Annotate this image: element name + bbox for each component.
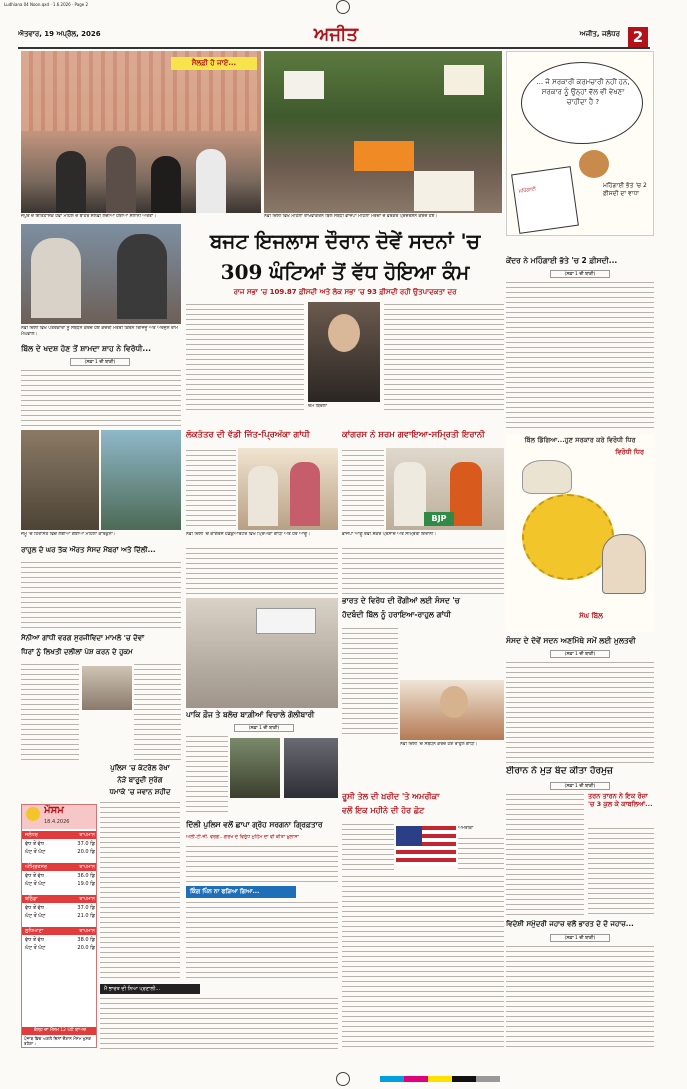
cartoon-right-label-top: ਵਿਰੋਧੀ ਧਿਰ bbox=[615, 448, 644, 456]
ambulance-photo bbox=[186, 598, 338, 708]
protest-caption: ਨਵੀਂ ਦਿੱਲੀ ਵਿਖੇ ਮਹਿਲਾ ਰਾਖਵਾਂਕਰਨ ਬਿੱਲ ਸਬੰਧੀ ਭਾਜਪਾ ਮਹਿਲਾ ਮੋਰਚਾ ਦੇ ਵਰਕਰ ਪ੍ਰਦਰਸ਼ਨ ਕਰਦੇ ਹੋਏ। bbox=[264, 214, 438, 219]
cartoon-head bbox=[579, 150, 609, 178]
weather-min-label: ਘੱਟ ਤੋਂ ਘੱਟ bbox=[25, 945, 46, 951]
us-flag bbox=[396, 826, 456, 866]
rahul-photo bbox=[400, 680, 504, 740]
iran-body bbox=[506, 792, 584, 918]
cartoon-right-title: ਬਿੱਲ ਡਿੱਗਿਆ...ਹੁਣ ਸਰਕਾਰ ਕਰੇ ਵਿਰੋਧੀ ਧਿਰ bbox=[524, 436, 636, 444]
iran-side-headline: ਤਰਨ ਤਾਰਨ ਨੇ ਇਕ ਰੋਜ਼ਾ 'ਚ 3 ਕੁਲ ਕੇ ਕਾਬਲਿਆਂ... bbox=[588, 792, 653, 808]
weather-city-name: ਲੁਧਿਆਣਾ bbox=[25, 928, 44, 934]
cartoon-speech: ... ਜੋ ਸਰਕਾਰੀ ਕਰਮਚਾਰੀ ਨਹੀਂ ਹਨ, ਸਰਕਾਰ ਨੂੰ ਉਨ੍ਹਾਂ ਵੱਲ ਵੀ ਵੇਖਣਾ ਚਾਹੀਦਾ ਹੈ ? bbox=[536, 78, 630, 106]
ministers-photo bbox=[21, 224, 181, 324]
delhi-police-badge: ਕਿੰਗ ਪਿੰਨ ਨਾ ਫੜਿਆ ਗਿਆ... bbox=[186, 886, 296, 898]
lead-subhead: ਰਾਜ ਸਭਾ 'ਚ 109.87 ਫ਼ੀਸਦੀ ਅਤੇ ਲੋਕ ਸਭਾ 'ਚ 93 ਫ਼ੀਸਦੀ ਰਹੀ ਉਤਪਾਦਕਤਾ ਦਰ bbox=[233, 288, 457, 296]
person-figure bbox=[248, 466, 278, 526]
weather-min-label: ਘੱਟ ਤੋਂ ਘੱਟ bbox=[25, 849, 46, 855]
person-figure bbox=[450, 462, 482, 526]
selfie-caption: ਜੈਪੁਰ ਦੇ ਇਤਿਹਾਸਕ ਹਵਾ ਮਹਿਲ ਦੇ ਬਾਹਰ ਸੈਲਫ਼ੀ ਲੈਂਦੀਆਂ ਹੋਈਆਂ ਸੈਲਾਨੀ ਔਰਤਾਂ। bbox=[21, 214, 157, 219]
weather-city-name: ਜਲੰਧਰ bbox=[25, 832, 38, 838]
delhi-police-headline: ਦਿੱਲੀ ਪੁਲਿਸ ਵਲੋਂ ਛਾਪਾ ਗ੍ਰੋਹ ਸਰਗਨਾ ਗ੍ਰਿਫ਼ਤਾਰ bbox=[186, 820, 323, 829]
header-date: ਐਤਵਾਰ, 19 ਅਪ੍ਰੈਲ, 2026 bbox=[18, 30, 101, 38]
sun-icon bbox=[26, 807, 40, 821]
women-body bbox=[21, 560, 181, 630]
placard bbox=[284, 71, 324, 99]
detained-photo-2 bbox=[101, 430, 181, 530]
cartoon-right bbox=[506, 434, 654, 632]
congress-photo bbox=[238, 448, 338, 530]
parliament-tag: (ਸਫ਼ਾ 1 ਦੀ ਬਾਕੀ) bbox=[550, 650, 610, 658]
bjp-photo bbox=[386, 448, 504, 530]
oil-body-2 bbox=[458, 836, 504, 872]
da-headline: ਕੇਂਦਰ ਨੇ ਮਹਿੰਗਾਈ ਭੱਤੇ 'ਚ 2 ਫ਼ੀਸਦੀ... bbox=[506, 256, 618, 265]
rahul-caption: ਨਵੀਂ ਦਿੱਲੀ 'ਚ ਸੰਬੋਧਨ ਕਰਦੇ ਹੋਏ ਰਾਹੁਲ ਗਾਂਧੀ। bbox=[400, 742, 478, 747]
selfie-photo bbox=[21, 51, 261, 213]
lead-headline-line1: ਬਜਟ ਇਜਲਾਸ ਦੌਰਾਨ ਦੋਵੇਂ ਸਦਨਾਂ 'ਚ bbox=[209, 229, 481, 253]
women-caption: ਜੰਮੂ 'ਚ ਹਿਰਾਸਤ ਵਿਚ ਲਈਆਂ ਗਈਆਂ ਮਹਿਲਾ ਕਾਰਕੁੰਨਾਂ। bbox=[21, 532, 116, 537]
cartoon-figure bbox=[522, 460, 572, 494]
congress-headline: ਲੋਕਤੰਤਰ ਦੀ ਵੱਡੀ ਜਿੱਤ-ਪ੍ਰਿਅੰਕਾ ਗਾਂਧੀ bbox=[186, 430, 310, 440]
congress-body-2 bbox=[186, 546, 338, 594]
placard bbox=[444, 65, 484, 95]
delhi-police-subhead: ਅਲੀ.ਟੀ.ਜੀ. ਵਰਗ...ਗੋਰਖ ਦੇ ਵਿਰੁੱਧ ਮੁਹਿੰਮ ਦਾ ਵੀ ਕੀਤਾ ਖ਼ੁਲਾਸਾ bbox=[186, 835, 299, 840]
weather-footer-band: ਕੱਲ੍ਹ ਦਾ ਮੌਸਮ 12 ਘੰਟੇ ਬਾਅਦ bbox=[22, 1027, 97, 1035]
registration-mark bbox=[336, 0, 350, 14]
vessel-body bbox=[506, 944, 654, 1050]
da-tag: (ਸਫ਼ਾ 1 ਦੀ ਬਾਕੀ) bbox=[550, 270, 610, 278]
weather-header bbox=[22, 805, 97, 829]
rahul-headline-line2: ਹੱਦਬੰਦੀ ਬਿੱਲ ਨੂੰ ਹਰਾਇਆ-ਰਾਹੁਲ ਗਾਂਧੀ bbox=[342, 610, 451, 619]
minister-figure bbox=[31, 238, 81, 318]
registration-mark bbox=[336, 1072, 350, 1086]
note-band: ਮੈਂ ਭਾਰਤ ਦੀ ਨਿਆ ਪ੍ਰਣਾਲੀ... bbox=[100, 984, 200, 994]
weather-max-label: ਵੱਧ ਤੋਂ ਵੱਧ bbox=[25, 905, 44, 911]
saffron-cloth bbox=[354, 141, 414, 171]
burst-shape bbox=[522, 494, 614, 580]
sonia-photo bbox=[82, 666, 132, 710]
oil-headline-line2: ਵਲੋਂ ਇਕ ਮਹੀਨੇ ਦੀ ਹੋਰ ਛੋਟ bbox=[342, 806, 425, 815]
masthead: ਅਜੀਤ bbox=[313, 24, 359, 45]
landmine-headline-1: ਪੁਲਿਸ 'ਚ ਕੰਟਰੋਲ ਰੇਖਾ bbox=[110, 764, 170, 772]
person-figure bbox=[56, 151, 86, 213]
weather-date: 18.4.2026 bbox=[44, 819, 70, 825]
ambulance bbox=[256, 608, 316, 634]
weather-note: ਪੰਜਾਬ ਵਿਚ ਅਗਲੇ ਦਿਨਾਂ ਦੌਰਾਨ ਮੌਸਮ ਖੁਸ਼ਕ ਰਹੇਗਾ। bbox=[24, 1036, 92, 1046]
minister-figure bbox=[117, 234, 167, 319]
cartoon-figure bbox=[602, 534, 646, 594]
bjp-headline: ਕਾਂਗਰਸ ਨੇ ਸ਼ਰਮ ਗਵਾਇਆ-ਸਮ੍ਰਿਤੀ ਇਰਾਨੀ bbox=[342, 430, 485, 440]
delhi-police-body bbox=[186, 844, 338, 884]
weather-box bbox=[21, 804, 97, 1048]
cartoon-panel bbox=[506, 51, 654, 236]
header-city: ਅਜੀਤ, ਜਲੰਧਰ bbox=[579, 30, 620, 38]
sonia-headline-line1: ਸੋਨੀਆ ਗਾਂਧੀ ਵਰਗ ਸੁਰਜੀਵਿਦਾ ਮਾਮਲੇ 'ਚ ਦੋਵਾਂ bbox=[21, 634, 145, 642]
lead-body-col bbox=[384, 302, 504, 414]
soldier-photo-2 bbox=[284, 738, 338, 798]
person-figure bbox=[151, 156, 181, 213]
placard bbox=[414, 171, 474, 211]
cartoon-newspaper bbox=[511, 166, 579, 234]
soldier-photo-1 bbox=[230, 738, 280, 798]
delhi-police-body-2 bbox=[186, 900, 338, 982]
person-figure bbox=[290, 462, 320, 526]
weather-table bbox=[22, 831, 97, 991]
bill-body bbox=[21, 368, 181, 428]
lead-photo-caption: ਓਮ ਬਿਰਲਾ bbox=[308, 404, 327, 409]
bill-tag: (ਸਫ਼ਾ 1 ਦੀ ਬਾਕੀ) bbox=[70, 358, 130, 366]
pakistan-body bbox=[186, 734, 228, 814]
weather-min-label: ਘੱਟ ਤੋਂ ਘੱਟ bbox=[25, 881, 46, 887]
iran-tag: (ਸਫ਼ਾ 1 ਦੀ ਬਾਕੀ) bbox=[550, 782, 610, 790]
face bbox=[328, 314, 360, 352]
sonia-body-2 bbox=[134, 662, 181, 762]
weather-max: 38.0 ਡਿ bbox=[77, 937, 95, 943]
weather-min: 19.0 ਡਿ bbox=[77, 881, 95, 887]
oil-body bbox=[342, 822, 394, 872]
bjp-body-2 bbox=[342, 546, 504, 594]
weather-max-label: ਵੱਧ ਤੋਂ ਵੱਧ bbox=[25, 873, 44, 879]
weather-col-label: ਤਾਪਮਾਨ bbox=[79, 928, 95, 934]
landmine-body bbox=[100, 800, 180, 980]
pakistan-headline: ਪਾਕਿ ਫ਼ੌਜ ਤੇ ਬਲੋਚ ਬਾਗ਼ੀਆਂ ਵਿਚਾਲੇ ਗੋਲੀਬਾਰੀ bbox=[186, 710, 315, 719]
page-number: 2 bbox=[628, 27, 648, 47]
selfie-overlay-label: ਸੈਲਫ਼ੀ ਹੋ ਜਾਏ... bbox=[171, 57, 257, 70]
weather-city-name: ਬਠਿੰਡਾ bbox=[25, 896, 38, 902]
bjp-body bbox=[342, 448, 384, 528]
detained-photo-1 bbox=[21, 430, 99, 530]
rahul-headline-line1: ਭਾਰਤ ਦੇ ਵਿਰੋਧ ਦੀ ਰੌਂਗੀਆਂ ਲਈ ਸੰਸਦ 'ਚ bbox=[342, 596, 460, 605]
person-figure bbox=[106, 146, 136, 213]
oil-body-3 bbox=[342, 874, 504, 1050]
oil-headline-line1: ਰੂਸੀ ਤੇਲ ਦੀ ਖ਼ਰੀਦ 'ਤੇ ਅਮਰੀਕਾ bbox=[342, 792, 440, 801]
weather-min: 20.0 ਡਿ bbox=[77, 945, 95, 951]
iran-side-body bbox=[588, 826, 654, 918]
vessel-headline: ਵਿਦੇਸ਼ੀ ਸਮੁੰਦਰੀ ਜਹਾਜ਼ ਵਲੋਂ ਭਾਰਤ ਦੇ ਦੋ ਜਹਾਜ਼... bbox=[506, 920, 634, 928]
rahul-body bbox=[342, 626, 398, 736]
flag-canton bbox=[396, 826, 422, 846]
weather-title: ਮੌਸਮ bbox=[44, 805, 64, 816]
weather-max: 36.0 ਡਿ bbox=[77, 873, 95, 879]
weather-min: 20.0 ਡਿ bbox=[77, 849, 95, 855]
bottom-body bbox=[100, 996, 338, 1052]
person-figure bbox=[196, 149, 226, 213]
vessel-tag: (ਸਫ਼ਾ 1 ਦੀ ਬਾਕੀ) bbox=[550, 934, 610, 942]
protest-photo bbox=[264, 51, 502, 213]
weather-col-label: ਤਾਪਮਾਨ bbox=[79, 832, 95, 838]
print-slug: Ludhiana 04 Noon.qxd · 1.6.2026 · Page 2 bbox=[4, 2, 89, 7]
oil-caption: ਅਮਰੀਕਾ bbox=[458, 826, 474, 831]
sonia-headline-line2: ਧਿਰਾਂ ਨੂੰ ਲਿਖਤੀ ਦਲੀਲਾਂ ਪੇਸ਼ ਕਰਨ ਦੇ ਹੁਕਮ bbox=[21, 648, 133, 656]
weather-max-label: ਵੱਧ ਤੋਂ ਵੱਧ bbox=[25, 841, 44, 847]
newspaper-headline: ਮਹਿੰਗਾਈ ਭੱਤੇ 'ਚ 2 ਫ਼ੀਸਦੀ ਦਾ ਵਾਧਾ bbox=[603, 182, 647, 197]
weather-max: 37.0 ਡਿ bbox=[77, 905, 95, 911]
lead-headline-line2: 309 ਘੰਟਿਆਂ ਤੋਂ ਵੱਧ ਹੋਇਆ ਕੰਮ bbox=[220, 260, 470, 284]
weather-col-label: ਤਾਪਮਾਨ bbox=[79, 864, 95, 870]
bjp-caption: ਭਾਜਪਾ ਆਗੂ ਰਵੀ ਸ਼ੰਕਰ ਪ੍ਰਸਾਦ ਅਤੇ ਸਮ੍ਰਿਤੀ ਇਰਾਨੀ। bbox=[342, 532, 437, 537]
congress-caption: ਨਵੀਂ ਦਿੱਲੀ 'ਚ ਕਾਂਗਰਸ ਹੈੱਡਕੁਆਰਟਰ ਵਿਖੇ ਪ੍ਰਿਅੰਕਾ ਗਾਂਧੀ ਅਤੇ ਹੋਰ ਆਗੂ। bbox=[186, 532, 311, 537]
bjp-sign: BJP bbox=[424, 512, 454, 526]
color-bar bbox=[380, 1076, 500, 1082]
weather-max: 37.0 ਡਿ bbox=[77, 841, 95, 847]
header-rule bbox=[18, 47, 650, 49]
face bbox=[440, 686, 468, 718]
parliament-headline: ਸੰਸਦ ਦੇ ਦੋਵੇਂ ਸਦਨ ਅਣਮਿੱਥੇ ਸਮੇਂ ਲਈ ਮੁਲਤਵੀ bbox=[506, 636, 636, 645]
speech-bubble bbox=[521, 62, 643, 144]
da-body bbox=[506, 280, 654, 430]
congress-body bbox=[186, 448, 236, 528]
lead-body-col bbox=[186, 302, 304, 414]
iran-headline: ਈਰਾਨ ਨੇ ਮੁੜ ਬੰਦ ਕੀਤਾ ਹੋਰਮੁਜ਼ bbox=[506, 766, 613, 776]
weather-city-name: ਅੰਮ੍ਰਿਤਸਰ bbox=[25, 864, 47, 870]
parliament-body bbox=[506, 660, 654, 764]
weather-max-label: ਵੱਧ ਤੋਂ ਵੱਧ bbox=[25, 937, 44, 943]
pakistan-tag: (ਸਫ਼ਾ 1 ਦੀ ਬਾਕੀ) bbox=[234, 724, 294, 732]
person-figure bbox=[394, 462, 426, 526]
weather-min: 21.0 ਡਿ bbox=[77, 913, 95, 919]
weather-col-label: ਤਾਪਮਾਨ bbox=[79, 896, 95, 902]
bill-headline: ਬਿੱਲ ਦੇ ਖਦਸ਼ ਹੋਣ ਤੋਂ ਸ਼ਾਮਦਾ ਸ਼ਾਹ ਨੇ ਵਿਰੋਧੀ... bbox=[21, 344, 151, 353]
weather-min-label: ਘੱਟ ਤੋਂ ਘੱਟ bbox=[25, 913, 46, 919]
landmine-headline-2: ਨੇੜੇ ਬਾਰੂਦੀ ਸੁਰੰਗ bbox=[117, 776, 163, 784]
sonia-body bbox=[21, 662, 79, 762]
women-headline: ਰਾਹੁਲ ਦੇ ਘਰ ਤੱਕ ਔਰਤ ਸੰਸਦ ਮੈਂਬਰਾਂ ਅਤੇ ਦਿੱਲੀ... bbox=[21, 546, 156, 554]
cartoon-right-label-bottom: ਸੰਘ ਬਿੱਲ bbox=[579, 612, 603, 620]
ministers-caption: ਨਵੀਂ ਦਿੱਲੀ ਵਿਖੇ ਪੱਤਰਕਾਰਾਂ ਨੂੰ ਸੰਬੋਧਨ ਕਰਦੇ ਹੋਏ ਕੇਂਦਰੀ ਮੰਤਰੀ ਕਿਰਨ ਰਿਜਿਜੂ ਅਤੇ ਅਰਜੁਨ ਰਾਮ ਮੇਘਵਾਲ। bbox=[21, 326, 178, 337]
newspaper-label: ਮਹਿੰਗਾਈ bbox=[518, 186, 537, 195]
landmine-headline-3: ਧਮਾਕੇ 'ਚ ਜਵਾਨ ਸ਼ਹੀਦ bbox=[109, 788, 171, 796]
lead-photo bbox=[308, 302, 380, 402]
